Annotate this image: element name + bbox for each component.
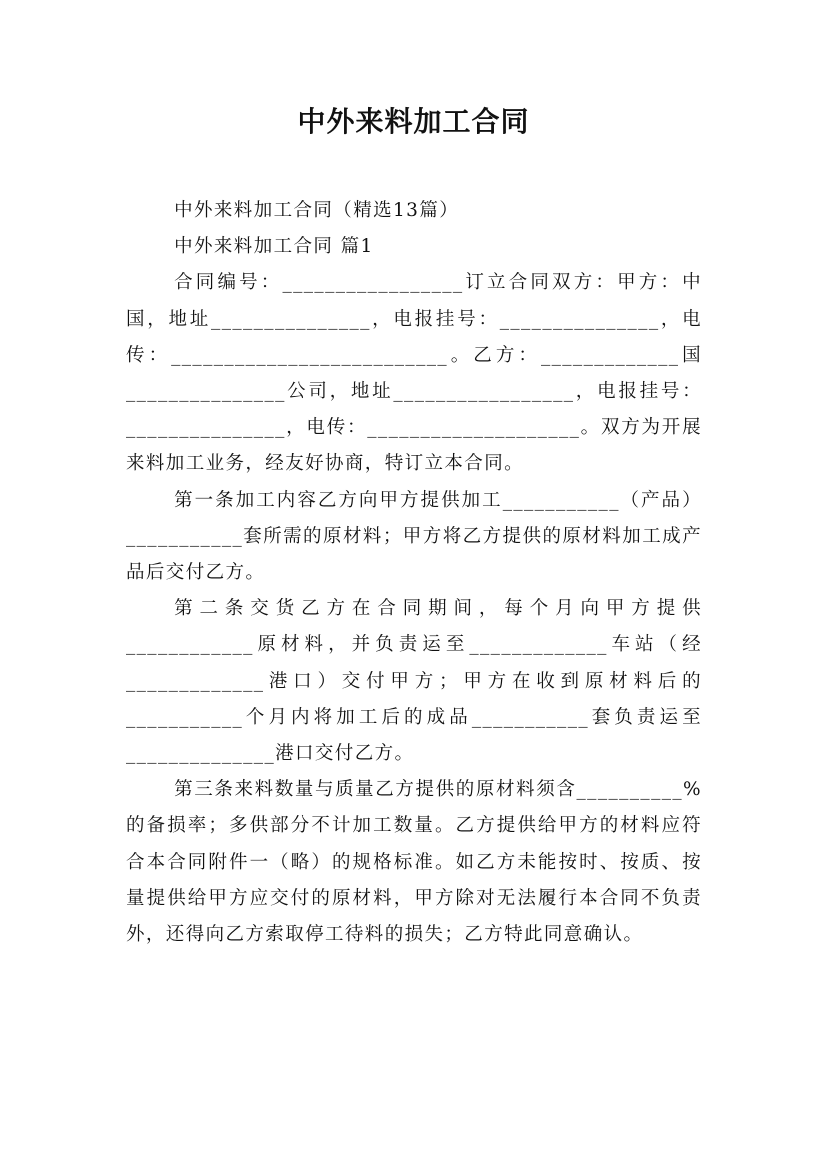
document-body (126, 193, 702, 953)
paragraph-article-2: 第二条交货乙方在合同期间，每个月向甲方提供____________原材料，并负责运至_____________车站（经_____________港口）交付甲方；甲方在收到原材料后的___________个月内将加工后的成品___________套负责运至______________港口交付乙方。 (126, 598, 702, 765)
paragraph-section-heading: 中外来料加工合同 篇1 (174, 236, 374, 258)
paragraph-article-3: 第三条来料数量与质量乙方提供的原材料须含__________%的备损率；多供部分不计加工数量。乙方提供给甲方的材料应符合本合同附件一（略）的规格标准。如乙方未能按时、按质、按量提供给甲方应交付的原材料，甲方除对无法履行本合同不负责外，还得向乙方索取停工待料的损失；乙方特此同意确认。 (126, 779, 702, 946)
paragraph-article-1: 第一条加工内容乙方向甲方提供加工___________（产品）___________套所需的原材料；甲方将乙方提供的原材料加工成产品后交付乙方。 (126, 489, 702, 584)
paragraph-collection-title: 中外来料加工合同（精选13篇） (174, 200, 460, 221)
paragraph-parties: 合同编号：_________________订立合同双方：甲方：中国，地址_______________，电报挂号：_______________，电传：__________________________。乙方：_____________国_______________公司，地址_________________，电报挂号：_______________，电传：____________________。双方为开展来料加工业务，经友好协商，特订立本合同。 (126, 272, 702, 475)
document-title: 中外来料加工合同 (297, 105, 530, 138)
